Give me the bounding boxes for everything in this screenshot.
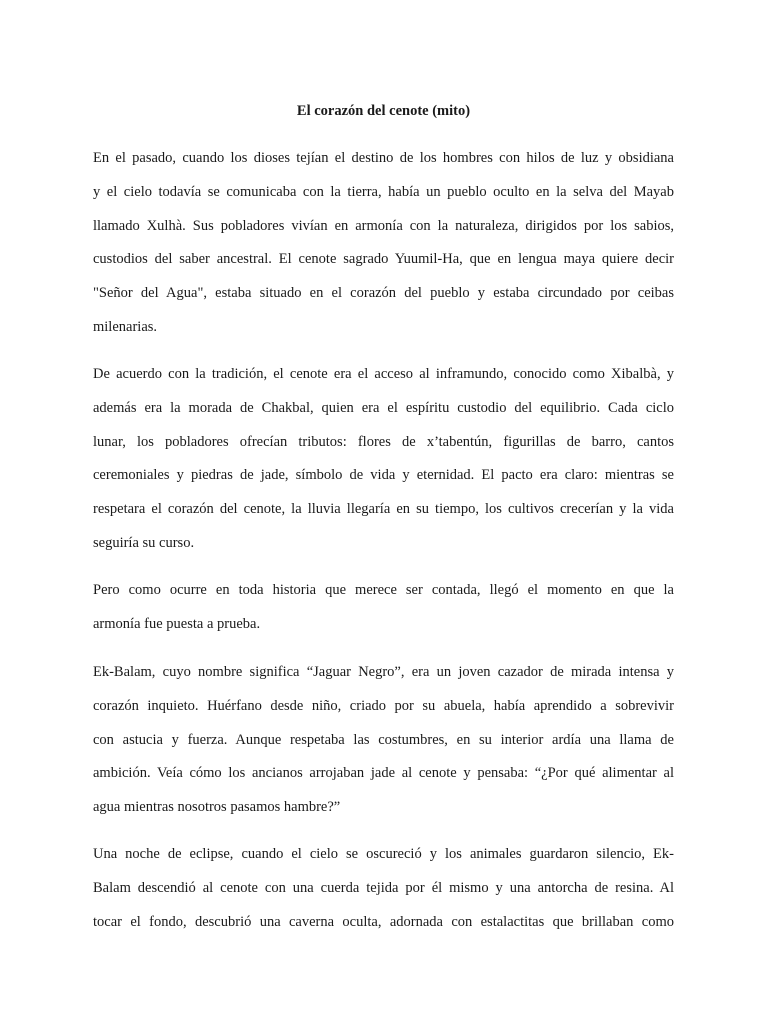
- paragraph-3: [93, 574, 674, 642]
- text-line: milenarias.: [93, 318, 158, 335]
- text-line: Ek-Balam, cuyo nombre significa “Jaguar Negro”, era un joven cazador de mirada intensa y: [93, 664, 674, 680]
- text-line: corazón inquieto. Huérfano desde niño, criado por su abuela, había aprendido a sobrevivir: [93, 697, 674, 714]
- text-line: Balam descendió al cenote con una cuerda tejida por él mismo y una antorcha de resina. Al: [93, 879, 674, 896]
- text-line: llamado Xulhà. Sus pobladores vivían en armonía con la naturaleza, dirigidos por los sabios,: [93, 217, 674, 234]
- text-line: además era la morada de Chakbal, quien era el espíritu custodio del equilibrio. Cada ciclo: [93, 399, 674, 416]
- text-line: custodios del saber ancestral. El cenote sagrado Yuumil-Ha, que en lengua maya quiere decir: [93, 251, 674, 268]
- text-line: con astucia y fuerza. Aunque respetaba las costumbres, en su interior ardía una llama de: [93, 731, 674, 748]
- text-line: respetara el corazón del cenote, la lluvia llegaría en su tiempo, los cultivos crecerían y la vida: [93, 501, 674, 518]
- text-line: lunar, los pobladores ofrecían tributos: flores de x’tabentún, figurillas de barro, cantos: [93, 433, 674, 450]
- text-line: Una noche de eclipse, cuando el cielo se oscureció y los animales guardaron silencio, Ek-: [93, 846, 674, 862]
- paragraph-4: [93, 656, 674, 825]
- document-page: [93, 0, 674, 1024]
- paragraph-2: [93, 358, 674, 561]
- text-line: Pero como ocurre en toda historia que merece ser contada, llegó el momento en que la: [93, 582, 674, 598]
- document-title: El corazón del cenote (mito): [296, 103, 471, 119]
- text-line: De acuerdo con la tradición, el cenote era el acceso al inframundo, conocido como Xibalbà, y: [93, 366, 674, 382]
- text-line: ceremoniales y piedras de jade, símbolo de vida y eternidad. El pacto era claro: mientras se: [93, 467, 674, 484]
- paragraph-5: [93, 838, 674, 939]
- text-line: seguiría su curso.: [93, 534, 195, 551]
- text-line: ambición. Veía cómo los ancianos arrojaban jade al cenote y pensaba: “¿Por qué alimentar al: [93, 765, 674, 782]
- text-line: En el pasado, cuando los dioses tejían el destino de los hombres con hilos de luz y obsidiana: [93, 150, 674, 166]
- text-line: tocar el fondo, descubrió una caverna oculta, adornada con estalactitas que brillaban como: [93, 913, 674, 930]
- text-line: armonía fue puesta a prueba.: [93, 615, 261, 632]
- text-line: y el cielo todavía se comunicaba con la tierra, había un pueblo oculto en la selva del Mayab: [93, 183, 674, 200]
- text-line: "Señor del Agua", estaba situado en el corazón del pueblo y estaba circundado por ceibas: [93, 285, 674, 302]
- text-line: agua mientras nosotros pasamos hambre?”: [93, 799, 341, 816]
- paragraph-1: [93, 142, 674, 345]
